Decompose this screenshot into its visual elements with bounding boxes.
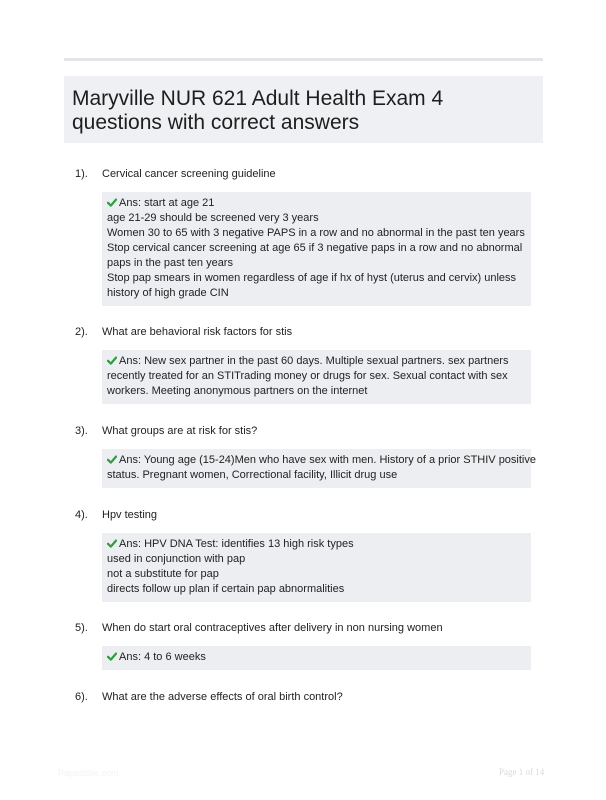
answer-line: used in conjunction with pap xyxy=(107,553,246,565)
answer-line xyxy=(107,650,525,665)
question-text: What groups are at risk for stis? xyxy=(102,425,258,437)
check-icon xyxy=(107,356,117,365)
question-number: 1). xyxy=(75,168,88,180)
answer-box xyxy=(102,533,531,602)
question-text: What are behavioral risk factors for stis xyxy=(102,326,293,338)
page-title-line-2: questions with correct answers xyxy=(72,111,360,134)
question-number: 5). xyxy=(75,622,88,634)
answer-line: recently treated for an STITrading money or drugs for sex. Sexual contact with sex xyxy=(107,370,508,382)
question-number: 2). xyxy=(75,326,88,338)
check-icon xyxy=(107,198,117,207)
answer-line: directs follow up plan if certain pap abnormalities xyxy=(107,583,345,595)
question-text: Hpv testing xyxy=(102,509,158,521)
answer-text: Ans: start at age 21 xyxy=(119,197,215,209)
top-rule xyxy=(64,58,543,61)
question-text: Cervical cancer screening guideline xyxy=(102,168,276,180)
answer-text: Ans: Young age (15-24)Men who have sex with men. History of a prior STHIV positive xyxy=(119,454,536,466)
question-text: What are the adverse effects of oral birth control? xyxy=(102,691,343,703)
check-icon xyxy=(107,455,117,464)
answer-text: Ans: New sex partner in the past 60 days. Multiple sexual partners. sex partners xyxy=(119,355,509,367)
question-number: 6). xyxy=(75,691,88,703)
answer-line xyxy=(107,196,525,211)
footer-watermark: Paperbble.com xyxy=(58,768,119,778)
answer-line: not a substitute for pap xyxy=(107,568,219,580)
answer-box xyxy=(102,449,536,488)
answer-line: Women 30 to 65 with 3 negative PAPS in a row and no abnormal in the past ten years xyxy=(107,227,525,239)
question-number: 4). xyxy=(75,509,88,521)
answer-line: history of high grade CIN xyxy=(107,287,229,299)
answer-line xyxy=(107,537,525,552)
page-number: Page 1 of 14 xyxy=(499,767,545,777)
answer-text: Ans: HPV DNA Test: identifies 13 high risk types xyxy=(119,538,354,550)
answer-line: age 21-29 should be screened very 3 years xyxy=(107,212,319,224)
answer-line xyxy=(107,354,525,369)
answer-text: Ans: 4 to 6 weeks xyxy=(119,651,206,663)
answer-line: Stop pap smears in women regardless of age if hx of hyst (uterus and cervix) unless xyxy=(107,272,517,284)
answer-line xyxy=(107,453,536,468)
answer-line: Stop cervical cancer screening at age 65 if 3 negative paps in a row and no abnormal xyxy=(107,242,523,254)
check-icon xyxy=(107,539,117,548)
answer-box xyxy=(102,350,531,404)
answer-box xyxy=(102,646,531,670)
check-icon xyxy=(107,652,117,661)
question-number: 3). xyxy=(75,425,88,437)
page-title-line-1: Maryville NUR 621 Adult Health Exam 4 xyxy=(72,87,444,110)
answer-line: status. Pregnant women, Correctional facility, Illicit drug use xyxy=(107,469,398,481)
answer-line: workers. Meeting anonymous partners on the internet xyxy=(107,385,368,397)
answer-line: paps in the past ten years xyxy=(107,257,233,269)
title-box xyxy=(64,76,543,143)
answer-box xyxy=(102,192,531,306)
question-text: When do start oral contraceptives after delivery in non nursing women xyxy=(102,622,443,634)
